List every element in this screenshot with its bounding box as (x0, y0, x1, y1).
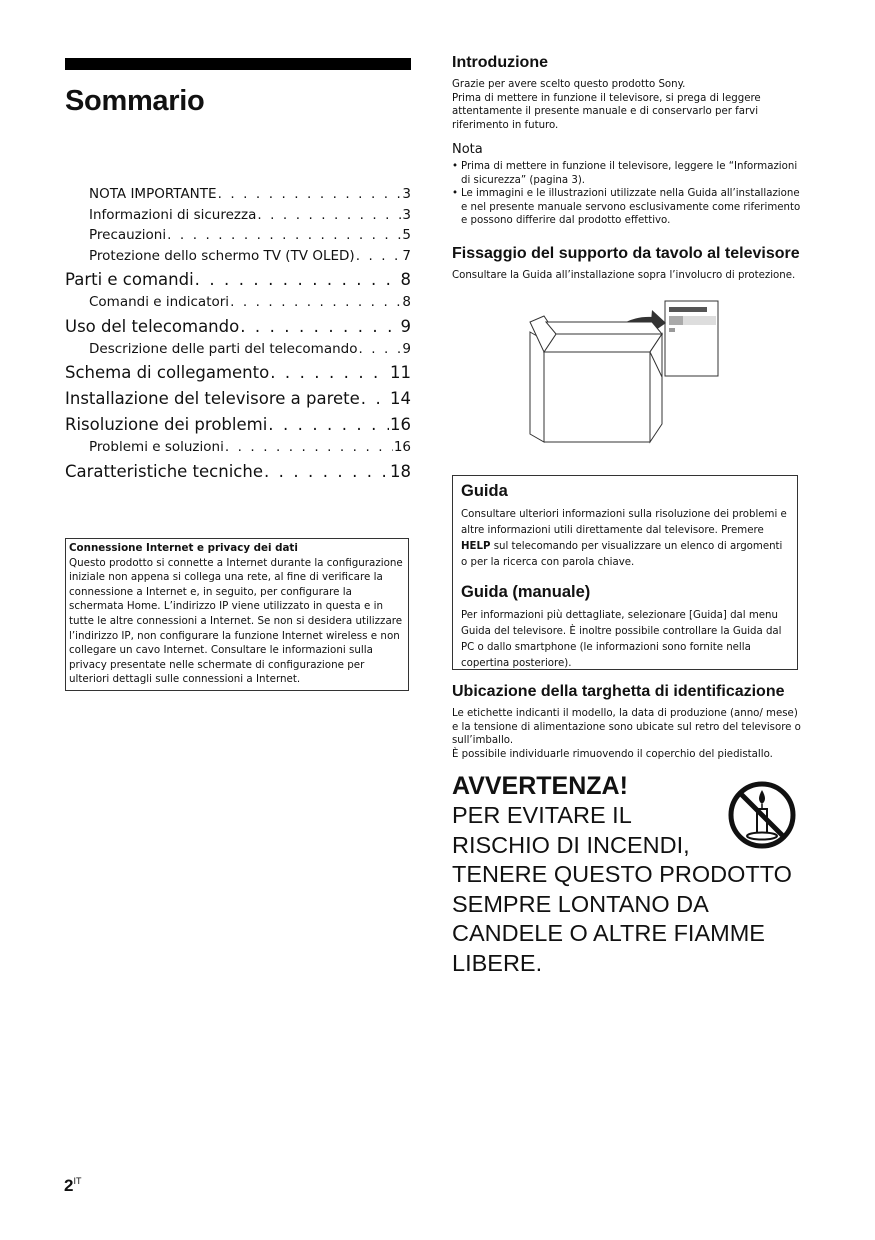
page-number (64, 1176, 81, 1196)
toc-entry-page: 16 (393, 439, 411, 455)
left-column (65, 58, 411, 686)
fissaggio-text: Consultare la Guida all’installazione sopra l’involucro di protezione. (452, 269, 796, 281)
toc-leader-dots (358, 341, 401, 357)
toc-entry-label: Comandi e indicatori (89, 294, 230, 310)
toc-entry-page: 3 (402, 206, 411, 223)
warning-line: PER EVITARE IL (452, 802, 632, 828)
toc-entry-page: 14 (390, 389, 411, 408)
toc-entry-page: 18 (390, 461, 411, 481)
page-lang: IT (73, 1176, 82, 1186)
toc-entry (65, 363, 411, 387)
toc-leader-dots (167, 227, 401, 243)
toc-entry-label: NOTA IMPORTANTE (89, 186, 217, 202)
box-and-guide-illustration (452, 292, 802, 452)
toc-leader-dots (195, 270, 400, 289)
toc-entry-label: Schema di collegamento (65, 363, 270, 382)
guida-manual-text: Per informazioni più dettagliate, selezionare [Guida] dal menu Guida del televisore. È inoltre possibile controllare la Guida dal PC o dallo smartphone (le informazioni sono fornite nella copertina posteriore). (461, 610, 782, 669)
toc-entry-label: Caratteristiche tecniche (65, 461, 263, 481)
toc-entry (65, 462, 411, 486)
page-title: Sommario (65, 85, 205, 117)
warning-heading: AVVERTENZA! (452, 772, 628, 800)
toc-entry-label: Descrizione delle parti del telecomando (89, 340, 358, 357)
toc-entry (65, 207, 411, 228)
toc-entry (65, 248, 411, 269)
toc-entry-label: Protezione dello schermo TV (TV OLED) (89, 247, 355, 264)
guida-manual-heading: Guida (manuale) (461, 583, 591, 601)
toc-leader-dots (268, 415, 389, 434)
intro-line-2: Prima di mettere in funzione il televisore, si prega di leggere attentamente il presente manuale e di conservarlo per farvi riferimento in futuro. (452, 92, 761, 131)
toc-entry (65, 227, 411, 248)
toc-entry-page: 9 (402, 340, 411, 357)
page-number-value: 2 (64, 1176, 74, 1195)
nota-title: Nota (452, 142, 483, 157)
toc-entry-label: Installazione del televisore a parete (65, 389, 360, 408)
toc-leader-dots (225, 439, 393, 455)
privacy-box (65, 538, 409, 691)
right-column (452, 54, 802, 452)
warning-line: TENERE QUESTO PRODOTTO (452, 861, 792, 887)
toc-entry (65, 186, 411, 207)
warning-line: LIBERE. (452, 949, 543, 976)
table-of-contents (65, 186, 411, 486)
title-bar (65, 58, 411, 70)
toc-entry-label: Informazioni di sicurezza (89, 206, 257, 223)
toc-entry (65, 415, 411, 439)
warning-line: RISCHIO DI INCENDI, (452, 831, 690, 858)
toc-leader-dots (270, 363, 389, 382)
toc-entry-page: 3 (402, 186, 411, 202)
toc-entry (65, 270, 411, 294)
guide-box (452, 475, 798, 670)
toc-entry-label: Parti e comandi (65, 270, 194, 289)
toc-entry-page: 7 (402, 247, 411, 264)
installation-illustration (452, 292, 802, 452)
toc-leader-dots (361, 389, 389, 408)
warning-line: CANDELE O ALTRE FIAMME (452, 920, 765, 946)
toc-leader-dots (257, 207, 401, 223)
toc-leader-dots (218, 186, 402, 202)
help-button-label: HELP (461, 541, 491, 552)
nota-list (452, 160, 802, 228)
toc-entry-label: Precauzioni (89, 227, 167, 243)
guida-text (461, 507, 789, 571)
toc-entry-page: 5 (402, 227, 411, 243)
toc-entry-label: Risoluzione dei problemi (65, 415, 268, 434)
toc-entry-page: 8 (402, 294, 411, 310)
fissaggio-heading: Fissaggio del supporto da tavolo al televisore (452, 244, 800, 262)
toc-entry (65, 389, 411, 413)
toc-leader-dots (264, 462, 389, 481)
guida-text-part: sul telecomando per visualizzare un elenco di argomenti o per la ricerca con parola chiave. (461, 541, 783, 568)
toc-entry (65, 294, 411, 315)
warning-line: SEMPRE LONTANO DA (452, 890, 709, 917)
toc-leader-dots (240, 317, 399, 336)
no-open-flame-icon (727, 780, 797, 850)
toc-entry (65, 439, 411, 460)
toc-entry (65, 317, 411, 341)
toc-entry-page: 11 (390, 363, 411, 382)
toc-entry-page: 8 (400, 270, 411, 289)
guida-heading: Guida (461, 482, 508, 500)
ubicazione-text-2: È possibile individuarle rimuovendo il coperchio del piedistallo. (452, 748, 773, 760)
ubicazione-heading: Ubicazione della targhetta di identificazione (452, 683, 785, 700)
nota-item: • Prima di mettere in funzione il televisore, leggere le “Informazioni di sicurezza” (pagina 3). (452, 160, 802, 187)
toc-leader-dots (230, 294, 401, 310)
toc-leader-dots (356, 248, 402, 264)
toc-entry-page: 9 (400, 316, 411, 336)
toc-entry-label: Problemi e soluzioni (89, 439, 224, 455)
privacy-title: Connessione Internet e privacy dei dati (69, 542, 298, 554)
privacy-text: Questo prodotto si connette a Internet durante la configurazione iniziale non appena si collega una rete, al fine di verificare la connessione a Internet e, in seguito, per configurare la schermata Home. L’indirizzo IP viene utilizzato in questa e in tutte le altre connessioni a Internet. Se non si desidera utilizzare l’indirizzo IP, non configurare la funzione Internet wireless e non collegare un cavo Internet. Consultare le informazioni sulla privacy presentate nelle schermate di configurazione per ulteriori dettagli sulle connessioni a Internet. (69, 556, 403, 686)
guida-text-part: Consultare ulteriori informazioni sulla risoluzione dei problemi e altre informazioni utili direttamente dal televisore. Premere (461, 509, 787, 536)
toc-entry-label: Uso del telecomando (65, 316, 240, 336)
ubicazione-text-1: Le etichette indicanti il modello, la data di produzione (anno/ mese) e la tensione di alimentazione sono ubicate sul retro del televisore o sull’imballo. (452, 708, 801, 746)
toc-entry-page: 16 (390, 415, 411, 434)
ubicazione-section (452, 683, 802, 761)
warning-section (452, 772, 802, 978)
nota-item: • Le immagini e le illustrazioni utilizzate nella Guida all’installazione e nel presente manuale servono esclusivamente come riferimento e possono differire dal prodotto effettivo. (452, 187, 802, 228)
toc-entry (65, 341, 411, 362)
intro-line-1: Grazie per avere scelto questo prodotto Sony. (452, 79, 686, 90)
intro-heading: Introduzione (452, 54, 548, 71)
